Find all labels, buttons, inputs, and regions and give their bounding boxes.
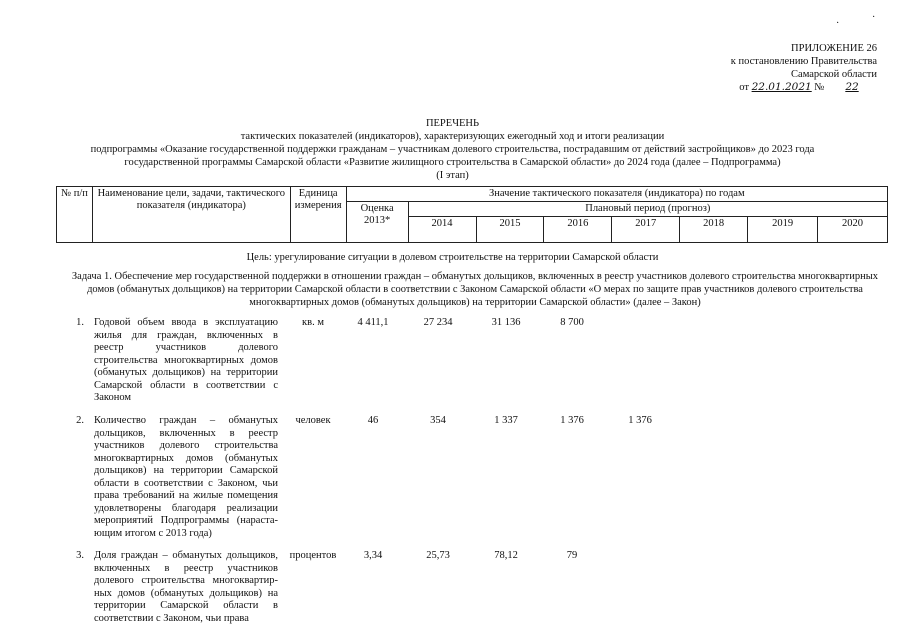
goal-text: Цель: урегулирование ситуации в долевом строительстве на территории Самарской области (246, 252, 659, 263)
row-value: 27 234 (423, 317, 453, 328)
row-value: 8 700 (560, 317, 584, 328)
row-name: Доля граждан – обманутых дольщиков, включенных в реестр участников долевого строительства многоквартир-ных домов (обманутых дольщиков) на территории Самарской области в соответствии с Законом, чьи права (94, 550, 278, 624)
appendix-title: ПРИЛОЖЕНИЕ 26 (791, 43, 877, 54)
row-value: 46 (367, 415, 379, 426)
col-values-header: Значение тактического показателя (индикатора) по годам (346, 187, 887, 202)
year-header: 2015 (476, 217, 544, 243)
doc-title-line1: тактических показателей (индикаторов), характеризующих ежегодный ход и итоги реализации (240, 131, 665, 142)
row-value: 79 (566, 550, 578, 561)
row-unit: человек (295, 415, 331, 426)
row-name: Количество граждан – обманутых дольщиков, включенных в реестр участников долевого строительства многоквартирных домов (обманутых дольщиков) на территории Самарской области в соответствии с Законом, чьи права требований на жилые помещения удовлетворены благодаря реализации мероприятий Подпрограммы (нараста-ющим итогом с 2013 года) (94, 415, 278, 539)
indicators-table-header (56, 186, 888, 243)
task-text: Задача 1. Обеспечение мер государственной поддержки в отношении граждан – обманутых дольщиков, включенных в реестр участников долевого строительства многоквартирных домов (обманутых дольщиков) на территории Самарской области в соответствии с Законом Самарской области «О мерах по защите прав участников долевого строительства многоквартирных домов (обманутых дольщиков) на территории Самарской области» (далее – Закон) (71, 271, 879, 308)
row-unit: кв. м (302, 317, 324, 328)
doc-title-line2: подпрограммы «Оказание государственной поддержки гражданам – участникам долевого строительства, пострадавшим от действий застройщиков» до 2023 года (90, 144, 815, 155)
date-prefix: от (739, 82, 749, 93)
row-value: 31 136 (491, 317, 521, 328)
year-header: 2018 (680, 217, 748, 243)
year-header: 2019 (748, 217, 818, 243)
col-estimate-header: Оценка 2013* (346, 202, 408, 243)
year-header: 2014 (408, 217, 476, 243)
appendix-resolution: к постановлению Правительства (730, 56, 877, 67)
appendix-block (731, 42, 877, 94)
appendix-date-line (731, 81, 877, 94)
row-unit: процентов (289, 550, 337, 561)
row-value: 1 376 (560, 415, 584, 426)
doc-title-line3: государственной программы Самарской области «Развитие жилищного строительства в Самарской области» до 2024 года (далее – Подпрограмма) (124, 157, 781, 168)
row-value: 4 411,1 (357, 317, 389, 328)
row-value: 25,73 (426, 550, 450, 561)
col-name-header: Наименование цели, задачи, тактического показателя (индикатора) (92, 187, 290, 243)
col-num-header: № п/п (57, 187, 93, 243)
number-prefix: № (814, 82, 825, 93)
row-value: 354 (430, 415, 446, 426)
row-name: Годовой объем ввода в эксплуатацию жилья для граждан, включенных в реестр участников долевого строительства многоквартирных домов (обманутых дольщиков) на территории Самарской области в соответствии с Законом (94, 317, 278, 403)
col-plan-header: Плановый период (прогноз) (408, 202, 887, 217)
year-header: 2020 (818, 217, 888, 243)
row-value: 1 337 (494, 415, 518, 426)
row-number: 1. (76, 317, 84, 328)
row-value: 1 376 (628, 415, 652, 426)
year-header: 2016 (544, 217, 612, 243)
col-unit-header: Единица измерения (290, 187, 346, 243)
year-header: 2017 (612, 217, 680, 243)
appendix-region: Самарской области (791, 69, 877, 80)
appendix-number: 22 (845, 81, 859, 93)
doc-heading: ПЕРЕЧЕНЬ (425, 118, 480, 129)
row-value: 3,34 (363, 550, 383, 561)
scan-mark: · (872, 12, 876, 23)
row-number: 3. (76, 550, 84, 561)
scan-mark: · (836, 18, 840, 29)
appendix-date: 22.01.2021 (751, 81, 812, 93)
row-value: 78,12 (494, 550, 518, 561)
row-number: 2. (76, 415, 84, 426)
doc-title-stage: (I этап) (436, 170, 469, 181)
